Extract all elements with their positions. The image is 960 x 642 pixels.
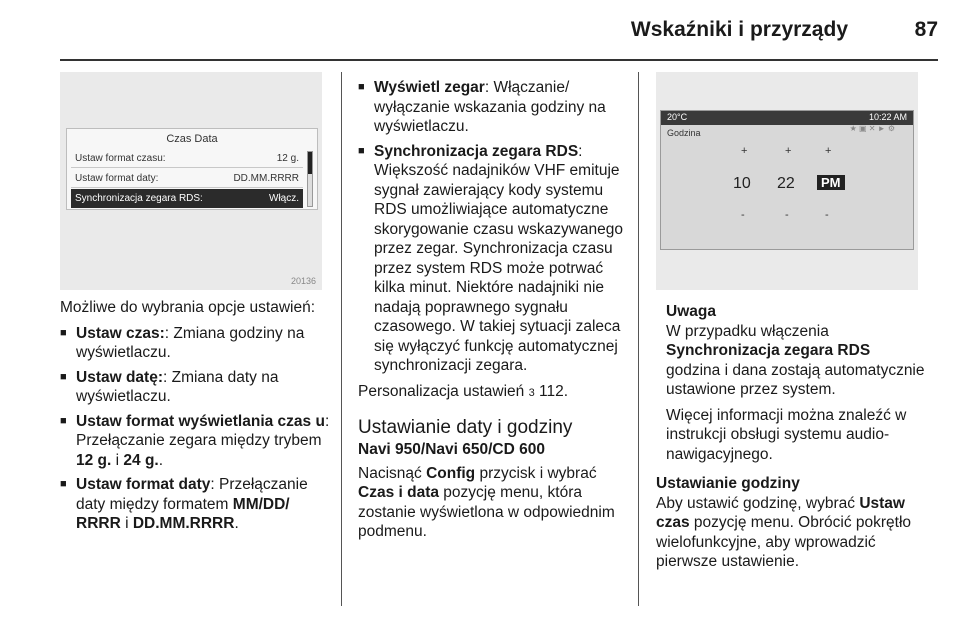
- paragraph: Aby ustawić godzinę, wybrać Ustaw czas pozycję menu. Obrócić pokrętło wielofunkcyjne, aby wprowadzić pierwsze ustawienie.: [656, 494, 912, 570]
- list-item: ■ Synchronizacja zegara RDS: Większość nadajników VHF emituje sygnał zawierający kody systemu RDS umożliwiające automatyczne skorygowanie czasu wskazywanego przez zegar. Synchronizacja czasu przez system RDS może potrwać kilka minut. Niektóre nadajniki nie nadają poprawnego sygnału czasowego. W takiej sytuacji zaleca się wyłączyć funkcję automatycznej synchronizacji zegara.: [358, 142, 628, 376]
- ampm-plus-icon: +: [825, 145, 832, 157]
- status-icons: ★ ▣ ✕ ► ⚙: [849, 124, 895, 133]
- menu-row-rds-sync: [71, 189, 303, 208]
- menu-row-time-format: [71, 149, 303, 168]
- clock: 10:22 AM: [868, 112, 907, 122]
- display-screen: [66, 128, 318, 210]
- status-bar: [661, 111, 913, 125]
- intro-text: Możliwe do wybrania opcje ustawień:: [60, 299, 316, 316]
- settings-list: [60, 324, 332, 534]
- menu-row-value: Włącz.: [269, 193, 299, 204]
- section-heading: Ustawianie daty i godziny: [358, 417, 573, 438]
- figure-clock-setting: [656, 72, 918, 290]
- menu-row-label: Ustaw format czasu:: [75, 152, 166, 164]
- arrow-ref-icon: 3: [528, 386, 535, 399]
- minute-plus-icon: +: [785, 145, 792, 157]
- hour-value: 10: [733, 175, 751, 192]
- menu-row-label: Ustaw format daty:: [75, 172, 159, 184]
- personalization-ref: Personalizacja ustawień 3 112.: [358, 382, 569, 400]
- note-box: [656, 302, 926, 464]
- display-screen: [660, 110, 914, 250]
- list-item: ■ Ustaw format wyświetlania czas u: Przełączanie zegara między trybem 12 g. i 24 g..: [60, 412, 332, 471]
- page-header-title: Wskaźniki i przyrządy: [630, 18, 848, 41]
- screen-label: Godzina: [667, 128, 701, 138]
- temperature: 20°C: [667, 112, 688, 122]
- list-item: ■ Wyświetl zegar: Włączanie/ wyłączanie wskazania godziny na wyświetlaczu.: [358, 78, 628, 137]
- menu-row-label: Synchronizacja zegara RDS:: [75, 193, 203, 204]
- list-item: ■ Ustaw datę:: Zmiana daty na wyświetlaczu.: [60, 368, 332, 407]
- page-number: 87: [914, 18, 938, 41]
- minute-value: 22: [777, 175, 795, 192]
- menu-row-value: DD.MM.RRRR: [233, 172, 299, 184]
- screen-title: Czas Data: [166, 133, 218, 145]
- column-divider-2: [638, 72, 639, 606]
- scrollbar-thumb: [308, 152, 312, 174]
- ampm-value: PM: [817, 175, 845, 190]
- settings-list-continued: [358, 78, 628, 376]
- paragraph: Nacisnąć Config przycisk i wybrać Czas i data pozycję menu, która zostanie wyświetlona w odpowiednim podmenu.: [358, 464, 615, 540]
- header-rule: [60, 59, 938, 61]
- minute-minus-icon: -: [785, 209, 789, 221]
- list-item: ■ Ustaw format daty: Przełączanie daty między formatem MM/DD/ RRRR i DD.MM.RRRR.: [60, 475, 332, 534]
- list-item: ■ Ustaw czas:: Zmiana godziny na wyświetlaczu.: [60, 324, 332, 363]
- menu-row-date-format: [71, 169, 303, 188]
- note-title: Uwaga: [666, 303, 716, 320]
- note-text: godzina i dana zostają automatycznie ustawione przez system.: [666, 361, 925, 398]
- sub-heading: Ustawianie godziny: [656, 475, 800, 492]
- figure-time-date-menu: [60, 72, 322, 290]
- hour-plus-icon: +: [741, 145, 748, 157]
- note-more-info: Więcej informacji można znaleźć w instrukcji obsługi systemu audio-nawigacyjnego.: [666, 406, 907, 463]
- hour-minus-icon: -: [741, 209, 745, 221]
- scrollbar: [307, 151, 313, 207]
- note-line: W przypadku włączenia: [666, 322, 829, 340]
- figure-number: 20136: [290, 276, 316, 286]
- column-divider-1: [341, 72, 342, 606]
- ampm-minus-icon: -: [825, 209, 829, 221]
- sub-heading: Navi 950/Navi 650/CD 600: [358, 441, 545, 458]
- menu-row-value: 12 g.: [276, 152, 299, 164]
- note-bold: Synchronizacja zegara RDS: [666, 342, 871, 359]
